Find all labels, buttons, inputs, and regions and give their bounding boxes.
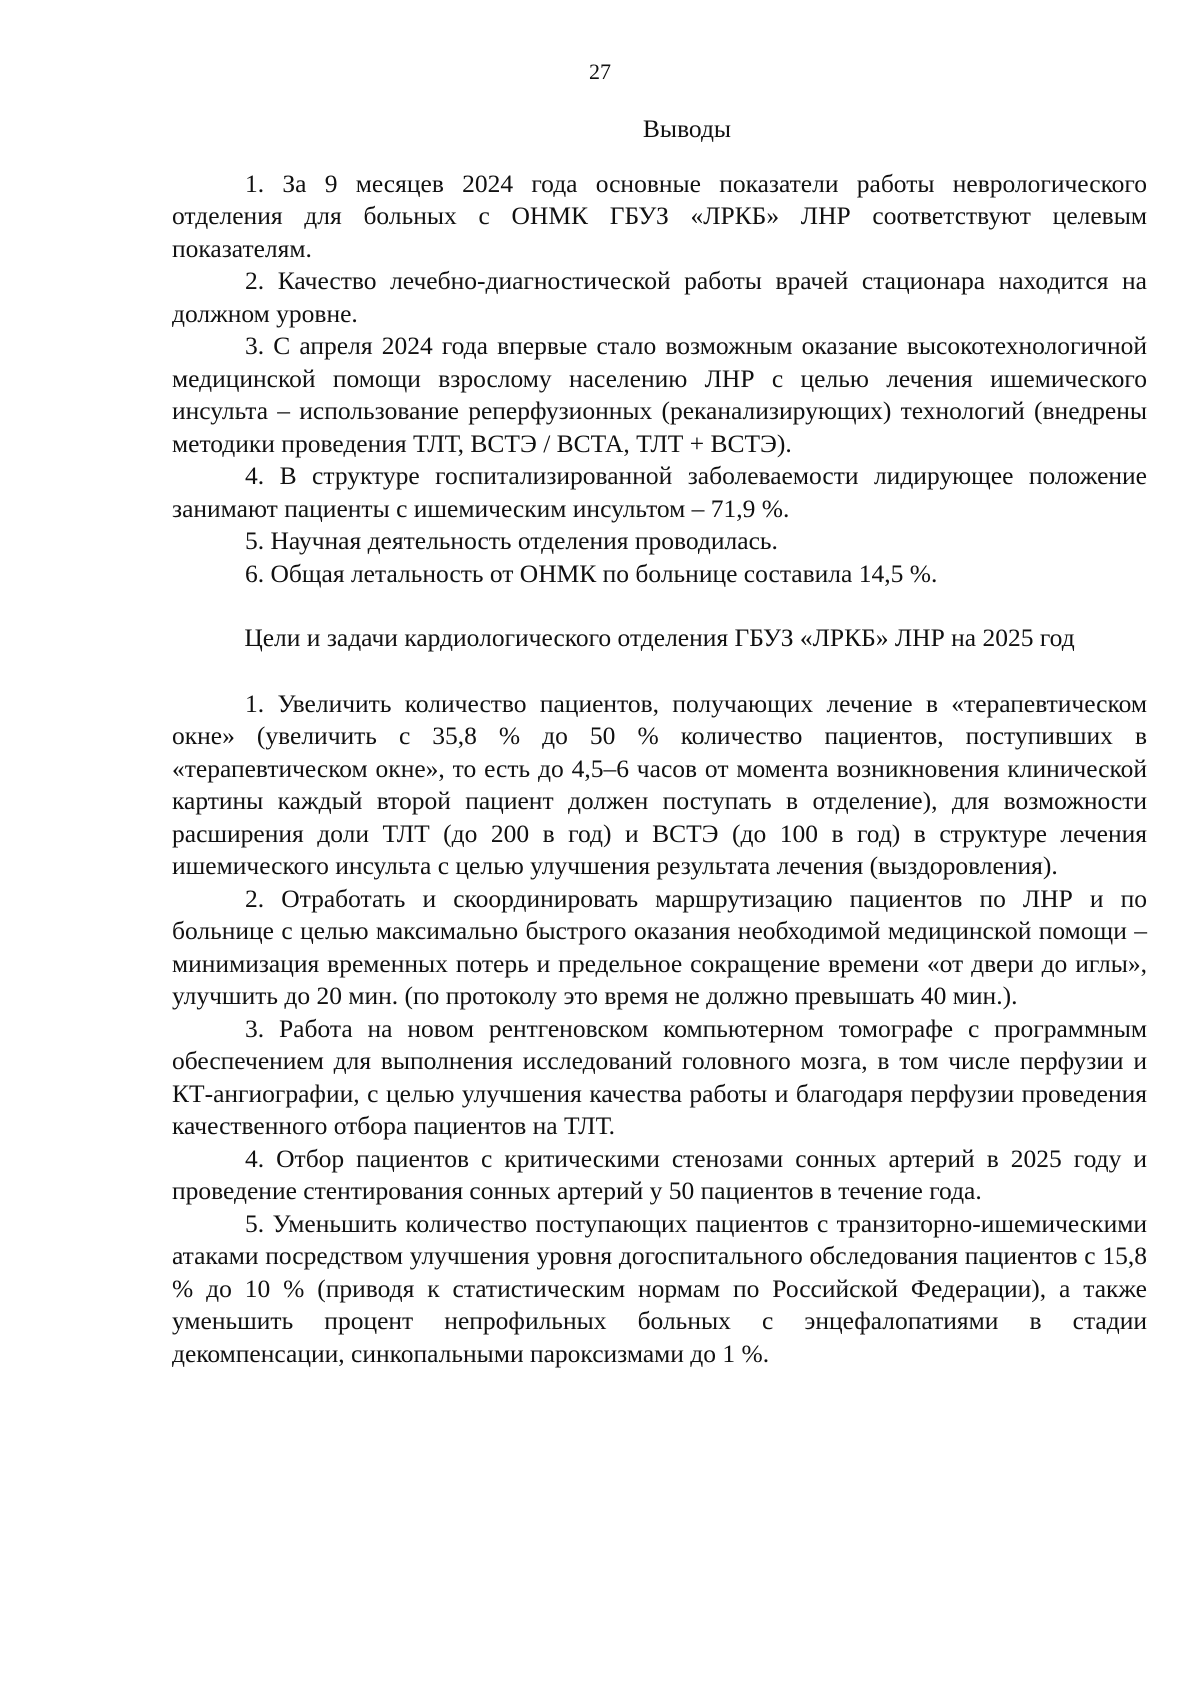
item-number: 4. <box>245 461 265 490</box>
goal-item-2 <box>172 883 1147 1013</box>
item-number: 2. <box>245 266 265 295</box>
item-text: Увеличить количество пациентов, получающих лечение в «терапевтическом окне» (увеличить с 35,8 % до 50 % количество пациентов, поступивших в «терапевтическом окне», то есть до 4,5–6 часов от момента возникновения клинической картины каждый второй пациент должен поступать в отделение), для возможности расширения доли ТЛТ (до 200 в год) и ВСТЭ (до 100 в год) в структуре лечения ишемического инсульта с целью улучшения результата лечения (выздоровления). <box>172 688 1147 880</box>
item-number: 4. <box>245 1143 265 1173</box>
conclusion-item-2 <box>172 265 1147 330</box>
conclusion-item-6 <box>172 558 1147 591</box>
item-text: Общая летальность от ОНМК по больнице составила 14,5 %. <box>270 558 938 588</box>
item-number: 3. <box>245 1013 265 1043</box>
goal-item-3 <box>172 1013 1147 1143</box>
goals-heading: Цели и задачи кардиологического отделения ГБУЗ «ЛРКБ» ЛНР на 2025 год <box>244 623 1075 652</box>
item-text: За 9 месяцев 2024 года основные показатели работы неврологического отделения для больных с ОНМК ГБУЗ «ЛРКБ» ЛНР соответствуют целевым показателям. <box>172 168 1147 263</box>
item-text: Качество лечебно-диагностической работы врачей стационара находится на должном уровне. <box>172 266 1147 328</box>
goal-item-5 <box>172 1208 1147 1371</box>
item-number: 5. <box>245 1208 265 1238</box>
item-text: В структуре госпитализированной заболеваемости лидирующее положение занимают пациенты с ишемическим инсультом – 71,9 %. <box>172 461 1147 523</box>
item-number: 5. <box>245 526 265 555</box>
goals-list <box>172 688 1147 1371</box>
goal-item-4 <box>172 1143 1147 1208</box>
item-text: Работа на новом рентгеновском компьютерном томографе с программным обеспечением для выполнения исследований головного мозга, в том числе перфузии и КТ-ангиографии, с целью улучшения качества работы и благодаря перфузии проведения качественного отбора пациентов на ТЛТ. <box>172 1013 1147 1140</box>
item-text: Отработать и скоординировать маршрутизацию пациентов по ЛНР и по больнице с целью максимально быстрого оказания необходимой медицинской помощи – минимизация временных потерь и предельное сокращение времени «от двери до иглы», улучшить до 20 мин. (по протоколу это время не должно превышать 40 мин.). <box>172 883 1147 1010</box>
conclusion-item-1 <box>172 168 1147 266</box>
page-number: 27 <box>589 59 611 84</box>
conclusion-item-5 <box>172 525 1147 558</box>
item-text: С апреля 2024 года впервые стало возможным оказание высокотехнологичной медицинской помощи взрослому населению ЛНР с целью лечения ишемического инсульта – использование реперфузионных (реканализирующих) технологий (внедрены методики проведения ТЛТ, ВСТЭ / ВСТА, ТЛТ + ВСТЭ). <box>172 331 1147 458</box>
goal-item-1 <box>172 688 1147 883</box>
conclusions-list <box>172 168 1147 591</box>
item-text: Научная деятельность отделения проводилась. <box>270 526 778 555</box>
item-number: 2. <box>245 883 265 913</box>
conclusion-item-3 <box>172 330 1147 460</box>
item-number: 1. <box>245 688 265 718</box>
conclusion-item-4 <box>172 460 1147 525</box>
item-number: 1. <box>245 168 265 198</box>
document-body <box>172 113 1147 1370</box>
item-number: 6. <box>245 558 265 588</box>
item-text: Отбор пациентов с критическими стенозами сонных артерий в 2025 году и проведение стентирования сонных артерий у 50 пациентов в течение года. <box>172 1143 1147 1205</box>
item-number: 3. <box>245 331 265 360</box>
conclusions-heading: Выводы <box>642 114 732 143</box>
item-text: Уменьшить количество поступающих пациентов с транзиторно-ишемическими атаками посредством улучшения уровня догоспитального обследования пациентов с 15,8 % до 10 % (приводя к статистическим нормам по Российской Федерации), а также уменьшить процент непрофильных больных с энцефалопатиями в стадии декомпенсации, синкопальными пароксизмами до 1 %. <box>172 1208 1147 1368</box>
